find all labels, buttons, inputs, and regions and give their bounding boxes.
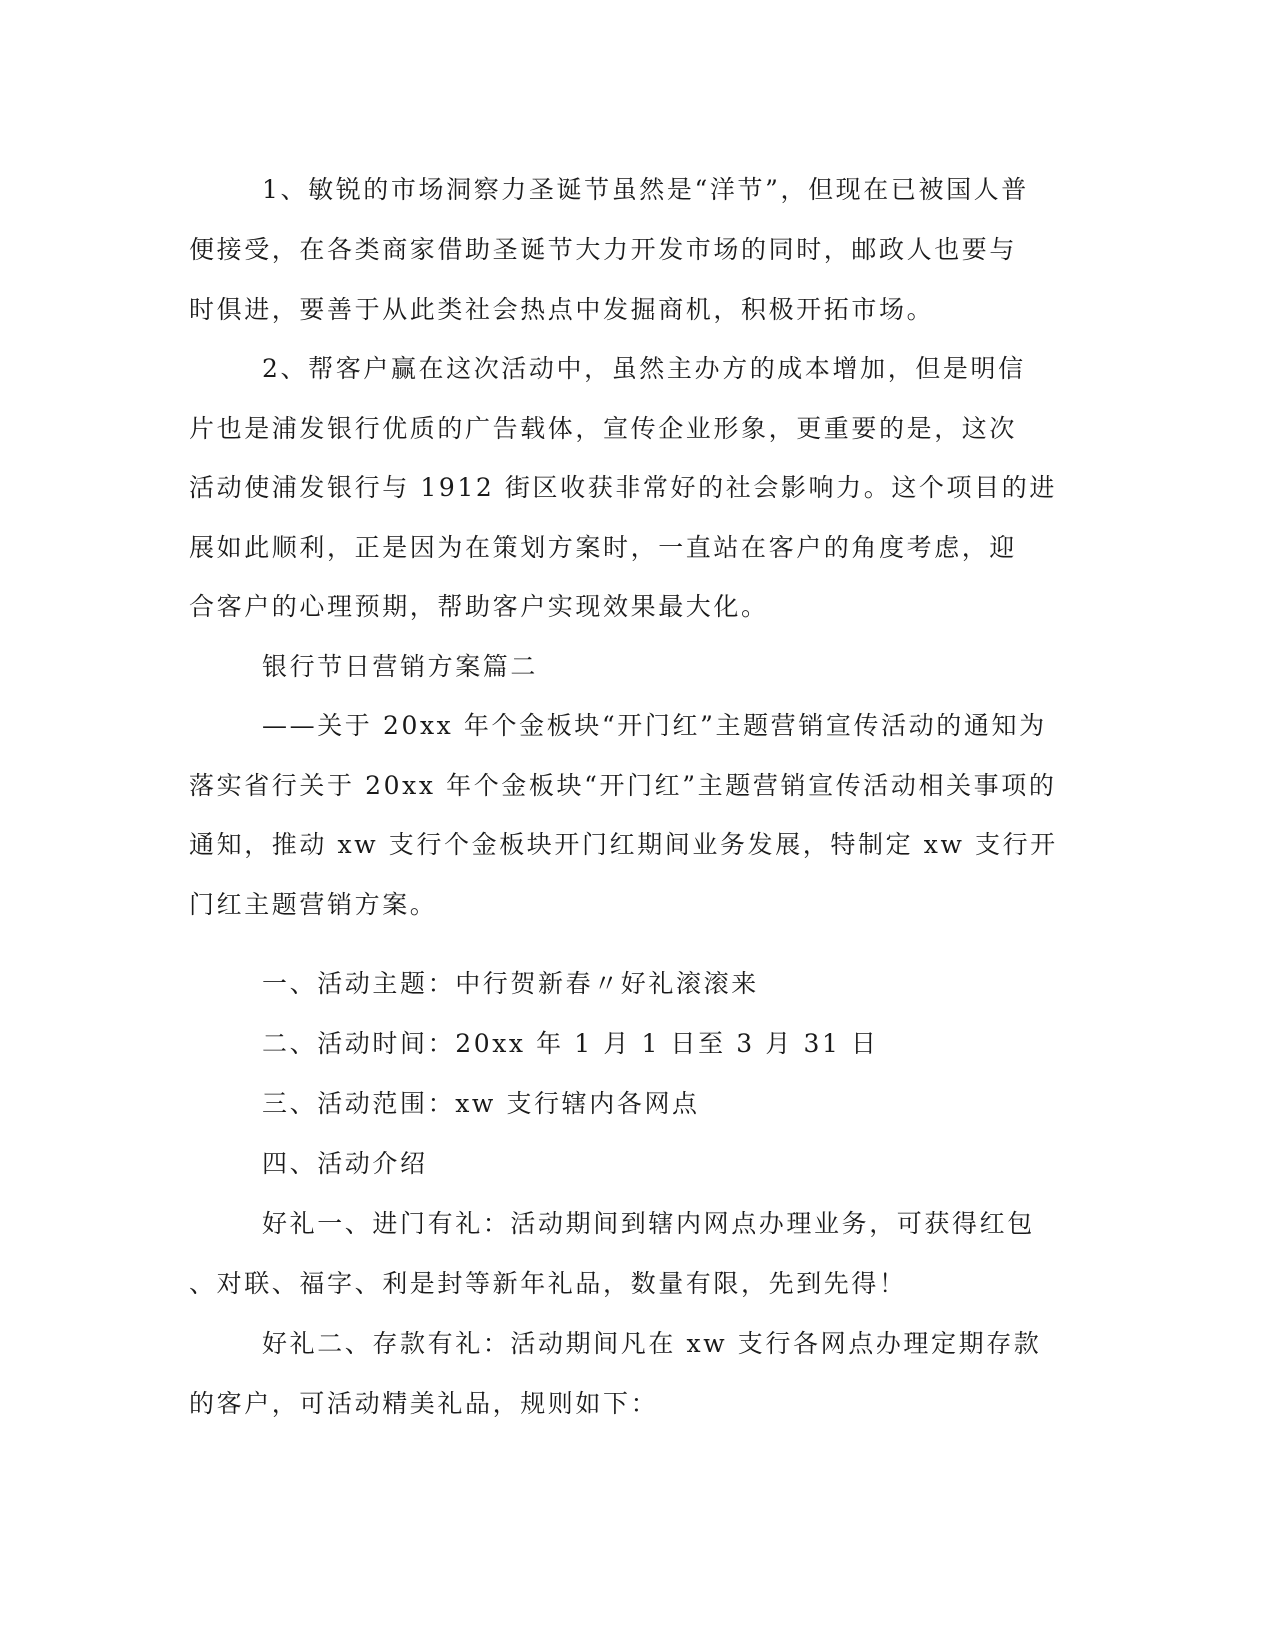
paragraph-1-line-3: 时俱进，要善于从此类社会热点中发掘商机，积极开拓市场。 [189,295,935,324]
gift-2-line-1: 好礼二、存款有礼：活动期间凡在 xw 支行各网点办理定期存款 [262,1329,1042,1358]
activity-scope: 三、活动范围：xw 支行辖内各网点 [262,1089,700,1118]
paragraph-2-line-5: 合客户的心理预期，帮助客户实现效果最大化。 [189,592,769,621]
paragraph-3-line-3: 通知，推动 xw 支行个金板块开门红期间业务发展，特制定 xw 支行开 [189,830,1058,859]
paragraph-2-line-1: 2、帮客户赢在这次活动中，虽然主办方的成本增加，但是明信 [262,354,1026,383]
activity-intro: 四、活动介绍 [262,1149,428,1178]
activity-theme: 一、活动主题：中行贺新春〃好礼滚滚来 [262,969,759,998]
paragraph-1-line-1: 1、敏锐的市场洞察力圣诞节虽然是“洋节”，但现在已被国人普 [262,175,1029,204]
section-heading: 银行节日营销方案篇二 [262,652,539,681]
gift-2-line-2: 的客户，可活动精美礼品，规则如下： [189,1389,659,1418]
gift-1-line-1: 好礼一、进门有礼：活动期间到辖内网点办理业务，可获得红包 [262,1209,1035,1238]
paragraph-2-line-3: 活动使浦发银行与 1912 街区收获非常好的社会影响力。这个项目的进 [189,473,1057,502]
paragraph-3-line-4: 门红主题营销方案。 [189,890,438,919]
paragraph-1-line-2: 便接受，在各类商家借助圣诞节大力开发市场的同时，邮政人也要与 [189,235,1018,264]
paragraph-3-line-2: 落实省行关于 20xx 年个金板块“开门红”主题营销宣传活动相关事项的 [189,771,1057,800]
paragraph-3-line-1: ——关于 20xx 年个金板块“开门红”主题营销宣传活动的通知为 [262,711,1047,740]
paragraph-2-line-2: 片也是浦发银行优质的广告载体，宣传企业形象，更重要的是，这次 [189,414,1018,443]
paragraph-2-line-4: 展如此顺利，正是因为在策划方案时，一直站在客户的角度考虑，迎 [189,533,1018,562]
activity-time: 二、活动时间：20xx 年 1 月 1 日至 3 月 31 日 [262,1029,879,1058]
gift-1-line-2: 、对联、福字、利是封等新年礼品，数量有限，先到先得！ [189,1269,907,1298]
